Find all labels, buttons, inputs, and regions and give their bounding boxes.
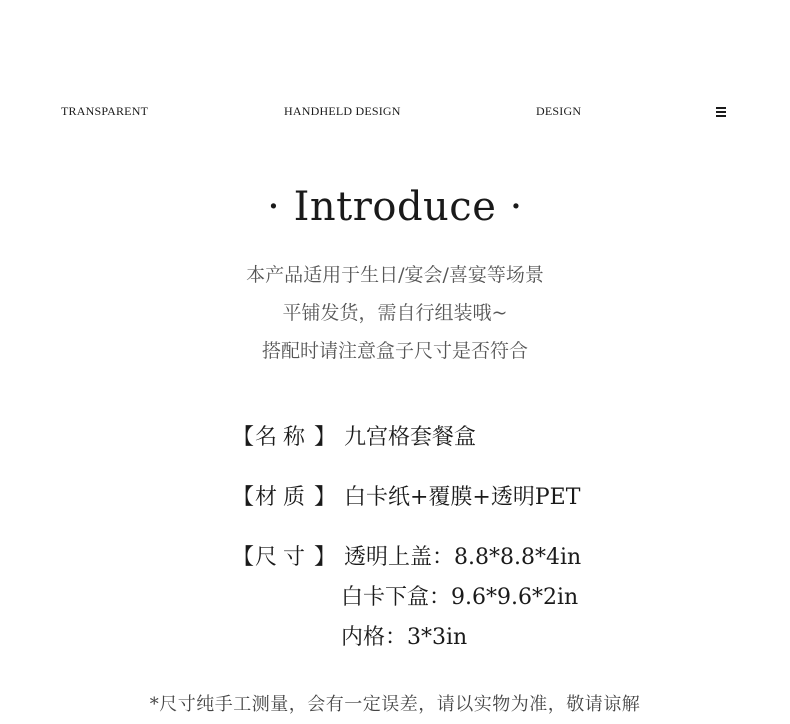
- intro-line: 本产品适用于生日/宴会/喜宴等场景: [246, 264, 544, 286]
- nav-item-transparent[interactable]: TRANSPARENT: [61, 104, 149, 118]
- spec-value-size-box: 白卡下盒：9.6*9.6*2in: [341, 585, 579, 610]
- spec-value-size-grid: 内格：3*3in: [341, 625, 468, 650]
- spec-label-material: 材质: [255, 485, 312, 510]
- top-nav: [0, 104, 790, 122]
- intro-line: 平铺发货，需自行组装哦~: [282, 302, 508, 324]
- nav-item-handheld-design[interactable]: HANDHELD DESIGN: [284, 104, 401, 118]
- spec-value-size-lid: 透明上盖：8.8*8.8*4in: [344, 545, 582, 570]
- measurement-note: *尺寸纯手工测量，会有一定误差，请以实物为准，敬请谅解: [149, 694, 641, 715]
- hamburger-menu-icon[interactable]: [716, 107, 726, 116]
- spec-value-material: 白卡纸+覆膜+透明PET: [344, 485, 581, 510]
- intro-line: 搭配时请注意盒子尺寸是否符合: [261, 340, 528, 362]
- spec-value-name: 九宫格套餐盒: [344, 425, 477, 450]
- spec-label-name: 名称: [255, 425, 312, 450]
- page-title: · Introduce ·: [267, 184, 523, 230]
- nav-item-design[interactable]: DESIGN: [536, 104, 582, 118]
- spec-label-size: 尺寸: [255, 545, 312, 570]
- intro-text: [0, 262, 790, 376]
